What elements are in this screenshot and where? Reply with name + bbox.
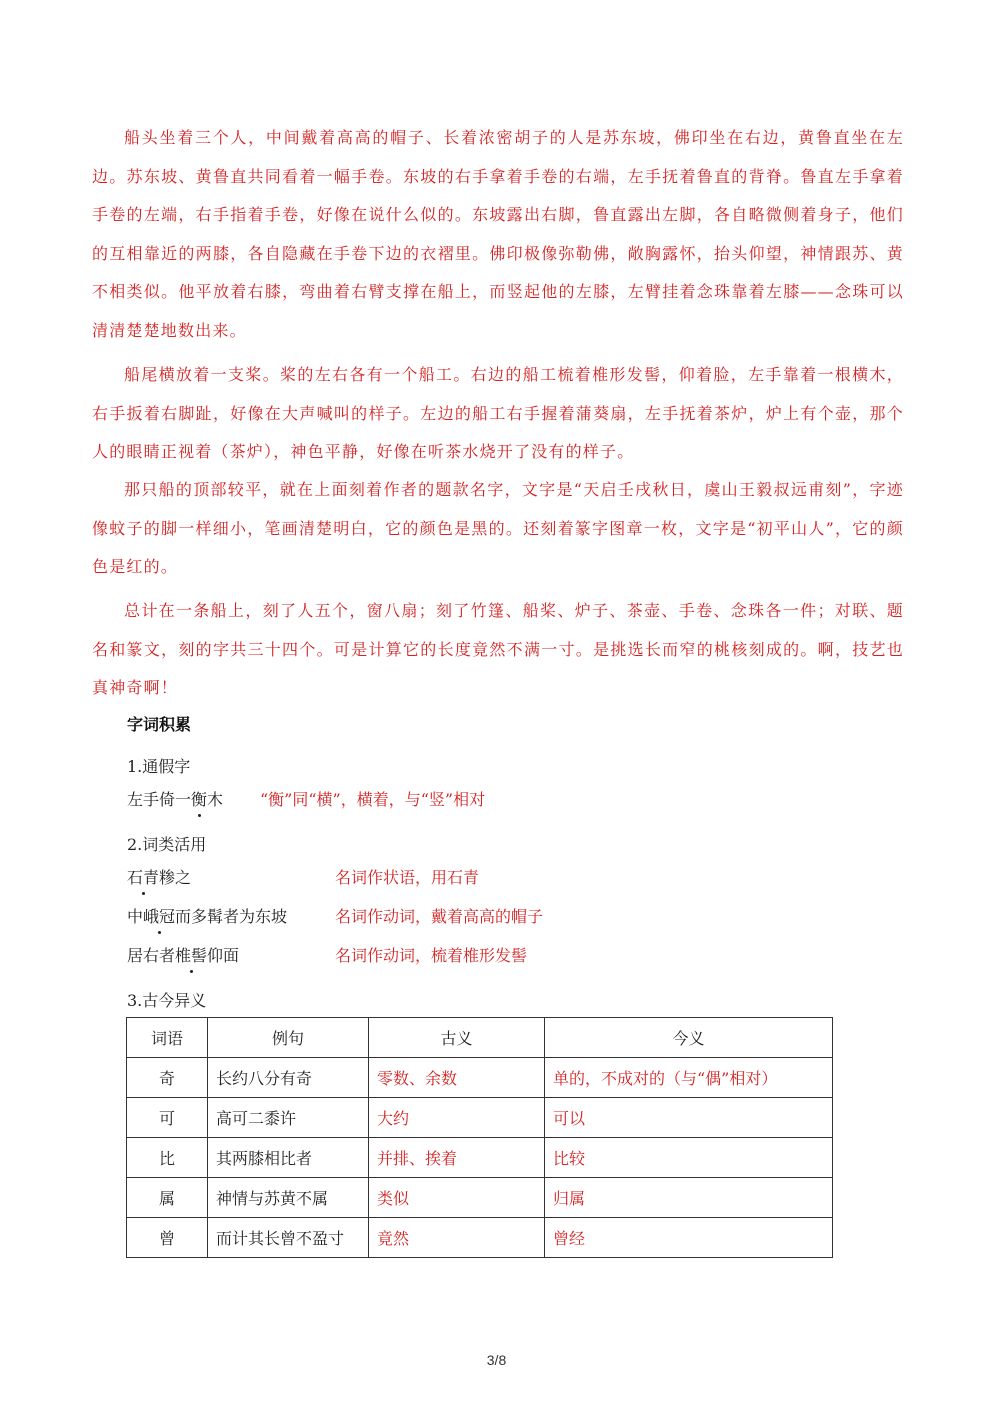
table-row — [127, 1178, 833, 1218]
column-header: 古义 — [369, 1018, 545, 1058]
table-header-row — [127, 1018, 833, 1058]
cell-ancient-meaning: 大约 — [369, 1098, 545, 1138]
cell-word: 可 — [127, 1098, 208, 1138]
cilei-item — [127, 865, 480, 888]
table-row — [127, 1058, 833, 1098]
cell-word: 奇 — [127, 1058, 208, 1098]
explanation: 名词作动词，梳着椎形发髻 — [335, 946, 528, 965]
cilei-item — [127, 943, 528, 966]
page-number: 3/8 — [486, 1352, 507, 1368]
paragraph-3: 那只船的顶部较平，就在上面刻着作者的题款名字，文字是“天启壬戌秋日，虞山王毅叔远甫刻”，字迹像蚊子的脚一样细小，笔画清楚明白，它的颜色是黑的。还刻着篆字图章一枚，文字是“初平山人”，它的颜色是红的。 — [92, 480, 904, 577]
paragraph-4: 总计在一条船上，刻了人五个，窗八扇；刻了竹篷、船桨、炉子、茶壶、手卷、念珠各一件；对联、题名和篆文，刻的字共三十四个。可是计算它的长度竟然不满一寸。是挑选长而窄的桃核刻成的。啊，技艺也真神奇啊！ — [92, 601, 904, 698]
cell-modern-meaning: 单的，不成对的（与“偶”相对） — [545, 1058, 833, 1098]
cell-example: 高可二黍许 — [208, 1098, 369, 1138]
cilei-item — [127, 904, 544, 927]
emphasis-dotted-word: 衡 — [191, 787, 207, 810]
cell-ancient-meaning: 并排、挨着 — [369, 1138, 545, 1178]
cell-modern-meaning: 可以 — [545, 1098, 833, 1138]
cell-example: 神情与苏黄不属 — [208, 1178, 369, 1218]
column-header: 词语 — [127, 1018, 208, 1058]
table-row — [127, 1098, 833, 1138]
table-row — [127, 1138, 833, 1178]
cell-ancient-meaning: 零数、余数 — [369, 1058, 545, 1098]
cell-word: 属 — [127, 1178, 208, 1218]
explanation: “衡”同“横”，横着，与“竖”相对 — [260, 790, 486, 809]
subsection-title-tongjiazi: 1.通假字 — [127, 757, 191, 776]
example-sentence: 石青糁之 — [127, 868, 191, 887]
cell-example: 而计其长曾不盈寸 — [208, 1218, 369, 1258]
emphasis-dotted-word: 峨冠 — [143, 904, 175, 927]
table-row — [127, 1218, 833, 1258]
example-sentence: 居右者椎髻仰面 — [127, 946, 239, 965]
cell-modern-meaning: 比较 — [545, 1138, 833, 1178]
section-heading: 字词积累 — [127, 715, 192, 734]
cell-example: 其两膝相比者 — [208, 1138, 369, 1178]
example-sentence: 中峨冠而多髯者为东坡 — [127, 907, 287, 926]
column-header: 今义 — [545, 1018, 833, 1058]
emphasis-dotted-word: 椎髻 — [175, 943, 207, 966]
emphasis-dotted-word: 石青 — [127, 865, 159, 888]
cell-word: 曾 — [127, 1218, 208, 1258]
subsection-title-cilei: 2.词类活用 — [127, 835, 207, 854]
subsection-title-gujin: 3.古今异义 — [127, 991, 207, 1010]
example-sentence: 左手倚一衡木 — [127, 790, 223, 809]
gujin-table — [126, 1017, 833, 1258]
paragraph-2: 船尾横放着一支桨。桨的左右各有一个船工。右边的船工梳着椎形发髻，仰着脸，左手靠着一根横木，右手扳着右脚趾，好像在大声喊叫的样子。左边的船工右手握着蒲葵扇，左手抚着茶炉，炉上有个壶，那个人的眼睛正视着（茶炉），神色平静，好像在听茶水烧开了没有的样子。 — [92, 365, 904, 462]
cell-example: 长约八分有奇 — [208, 1058, 369, 1098]
tongjiazi-item — [127, 787, 486, 810]
cell-modern-meaning: 曾经 — [545, 1218, 833, 1258]
cell-modern-meaning: 归属 — [545, 1178, 833, 1218]
cell-ancient-meaning: 类似 — [369, 1178, 545, 1218]
cell-word: 比 — [127, 1138, 208, 1178]
paragraph-1: 船头坐着三个人，中间戴着高高的帽子、长着浓密胡子的人是苏东坡，佛印坐在右边，黄鲁直坐在左边。苏东坡、黄鲁直共同看着一幅手卷。东坡的右手拿着手卷的右端，左手抚着鲁直的背脊。鲁直左手拿着手卷的左端，右手指着手卷，好像在说什么似的。东坡露出右脚，鲁直露出左脚，各自略微侧着身子，他们的互相靠近的两膝，各自隐藏在手卷下边的衣褶里。佛印极像弥勒佛，敞胸露怀，抬头仰望，神情跟苏、黄不相类似。他平放着右膝，弯曲着右臂支撑在船上，而竖起他的左膝，左臂挂着念珠靠着左膝——念珠可以清清楚楚地数出来。 — [92, 128, 904, 340]
explanation: 名词作状语，用石青 — [335, 868, 480, 887]
explanation: 名词作动词，戴着高高的帽子 — [335, 907, 544, 926]
column-header: 例句 — [208, 1018, 369, 1058]
cell-ancient-meaning: 竟然 — [369, 1218, 545, 1258]
